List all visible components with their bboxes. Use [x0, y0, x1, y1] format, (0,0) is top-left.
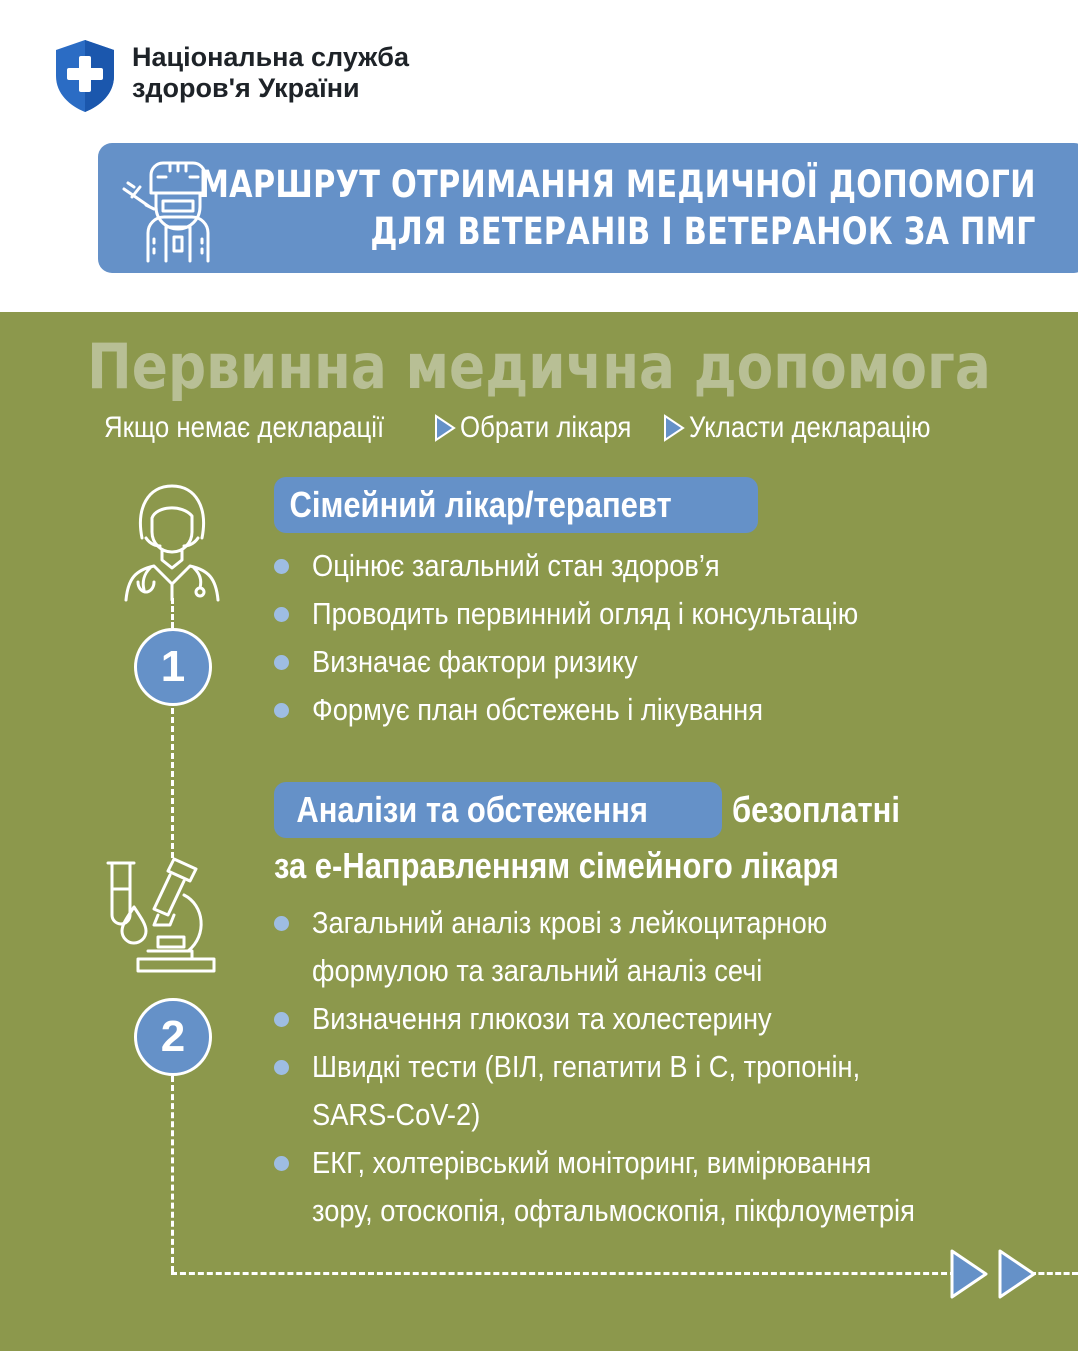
- step-sign-declaration: Укласти декларацію: [689, 411, 931, 444]
- list-item-text: Оцінює загальний стан здоров’я: [312, 548, 720, 583]
- timeline-line-horizontal: [171, 1272, 956, 1275]
- list-item-text: формулою та загальний аналіз сечі: [312, 953, 763, 988]
- banner-title-line2: ДЛЯ ВЕТЕРАНІВ І ВЕТЕРАНОК ЗА ПМГ: [370, 210, 1036, 253]
- banner-title-line1: МАРШРУТ ОТРИМАННЯ МЕДИЧНОЇ ДОПОМОГИ: [199, 163, 1036, 206]
- list-item: [274, 995, 997, 1043]
- step2-list: [274, 899, 997, 1235]
- list-item-text: Швидкі тести (ВІЛ, гепатити В і С, тропонін,: [312, 1049, 861, 1084]
- list-item: [274, 638, 933, 686]
- title-banner: [98, 143, 1078, 273]
- list-item: [274, 686, 933, 734]
- step1-title-pill: [274, 477, 758, 533]
- header-area: [0, 0, 1078, 312]
- triangle-arrow-icon: [434, 414, 456, 442]
- list-item: [274, 542, 933, 590]
- list-item-text: Загальний аналіз крові з лейкоцитарною: [312, 905, 828, 940]
- list-item-text: Визначає фактори ризику: [312, 644, 638, 679]
- forward-arrows-icon: [948, 1248, 1038, 1300]
- list-item: [274, 1139, 997, 1235]
- step1-title: Сімейний лікар/терапевт: [289, 484, 672, 525]
- doctor-icon: [122, 478, 222, 602]
- list-item: [274, 590, 933, 638]
- timeline-line: [171, 598, 174, 628]
- timeline-line: [171, 708, 174, 858]
- nhsu-shield-cross-icon: [52, 38, 118, 114]
- section-title: Первинна медична допомога: [87, 330, 991, 403]
- list-item-text: ЕКГ, холтерівський моніторинг, вимірювання: [312, 1145, 872, 1180]
- organization-name: [132, 42, 409, 104]
- org-name-line1: Національна служба: [132, 42, 410, 72]
- declaration-steps: [104, 408, 970, 448]
- timeline-line: [171, 1076, 174, 1272]
- list-item: [274, 1043, 997, 1139]
- step2-title-pill: [274, 782, 722, 838]
- step2-subtitle: за е-Направленням сімейного лікаря: [274, 845, 839, 886]
- triangle-arrow-icon: [663, 414, 685, 442]
- step-number-1: 1: [134, 628, 212, 706]
- org-name-line2: здоров'я України: [132, 73, 360, 103]
- step-no-declaration: Якщо немає декларації: [104, 411, 385, 444]
- list-item-text: зору, отоскопія, офтальмоскопія, пікфлоуметрія: [312, 1193, 915, 1228]
- step1-list: [274, 542, 933, 734]
- step-choose-doctor: Обрати лікаря: [459, 411, 632, 444]
- banner-title: [199, 161, 1036, 255]
- list-item-text: SARS-CoV-2): [312, 1097, 481, 1132]
- step-number-2: 2: [134, 998, 212, 1076]
- list-item-text: Формує план обстежень і лікування: [312, 692, 764, 727]
- step2-title: Аналізи та обстеження: [296, 789, 648, 830]
- list-item-text: Визначення глюкози та холестерину: [312, 1001, 772, 1036]
- list-item: [274, 899, 997, 995]
- list-item-text: Проводить первинний огляд і консультацію: [312, 596, 859, 631]
- step2-title-rest: безоплатні: [732, 789, 900, 830]
- lab-microscope-icon: [104, 855, 220, 977]
